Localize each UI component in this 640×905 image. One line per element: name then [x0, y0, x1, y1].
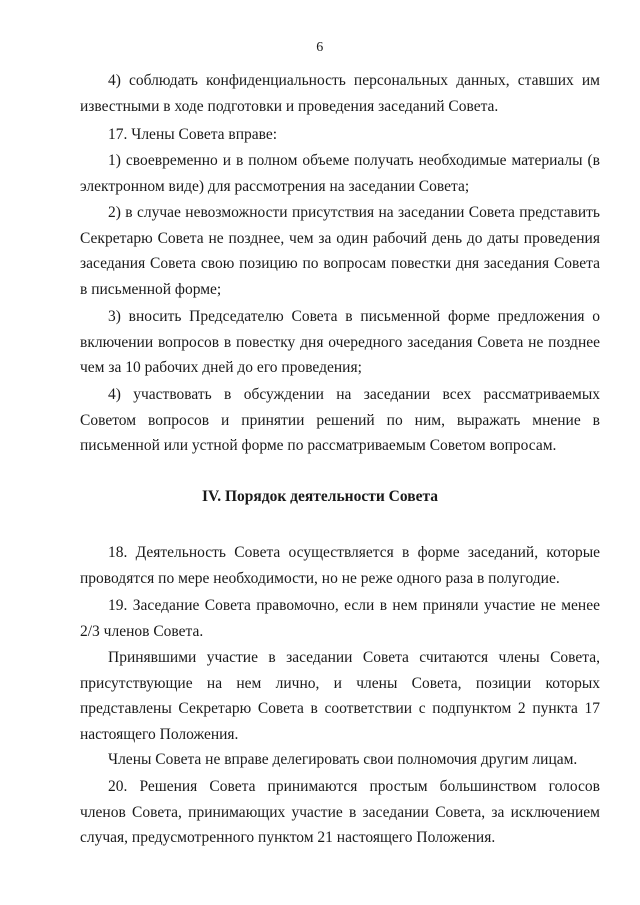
paragraph-17-3: 3) вносить Председателю Совета в письменной форме предложения о включении вопросов в повестку дня очередного заседания Совета не позднее чем за 10 рабочих дней до его проведения; [80, 308, 600, 376]
section-iv-heading: IV. Порядок деятельности Совета [201, 488, 439, 505]
paragraph-16-4: 4) соблюдать конфиденциальность персональных данных, ставших им известными в ходе подготовки и проведения заседаний Совета. [80, 72, 600, 115]
paragraph-17-4: 4) участвовать в обсуждении на заседании всех рассматриваемых Советом вопросов и принятии решений по ним, выражать мнение в письменной или устной форме по рассматриваемым Советом вопросам. [80, 386, 600, 454]
paragraph-20: 20. Решения Совета принимаются простым большинством голосов членов Совета, принимающих участие в заседании Совета, за исключением случая, предусмотренного пунктом 21 настоящего Положения. [80, 778, 600, 846]
paragraph-19: 19. Заседание Совета правомочно, если в нем приняли участие не менее 2/3 членов Совета. [80, 597, 600, 640]
page-number: 6 [316, 40, 324, 55]
paragraph-17-2: 2) в случае невозможности присутствия на заседании Совета представить Секретарю Совета не позднее, чем за один рабочий день до даты проведения заседания Совета свою позицию по вопросам повестки дня заседания Совета в письменной форме; [80, 204, 600, 298]
paragraph-18: 18. Деятельность Совета осуществляется в форме заседаний, которые проводятся по мере необходимости, но не реже одного раза в полугодие. [80, 544, 600, 587]
paragraph-17-1: 1) своевременно и в полном объеме получать необходимые материалы (в электронном виде) для рассмотрения на заседании Совета; [80, 152, 600, 195]
paragraph-19-participation: Принявшими участие в заседании Совета считаются члены Совета, присутствующие на нем лично, и члены Совета, позиции которых представлены Секретарю Совета в соответствии с подпунктом 2 пункта 17 настоящего Положения. [80, 649, 600, 743]
paragraph-17-intro: 17. Члены Совета вправе: [108, 126, 278, 143]
paragraph-19-delegation: Члены Совета не вправе делегировать свои полномочия другим лицам. [108, 751, 578, 768]
